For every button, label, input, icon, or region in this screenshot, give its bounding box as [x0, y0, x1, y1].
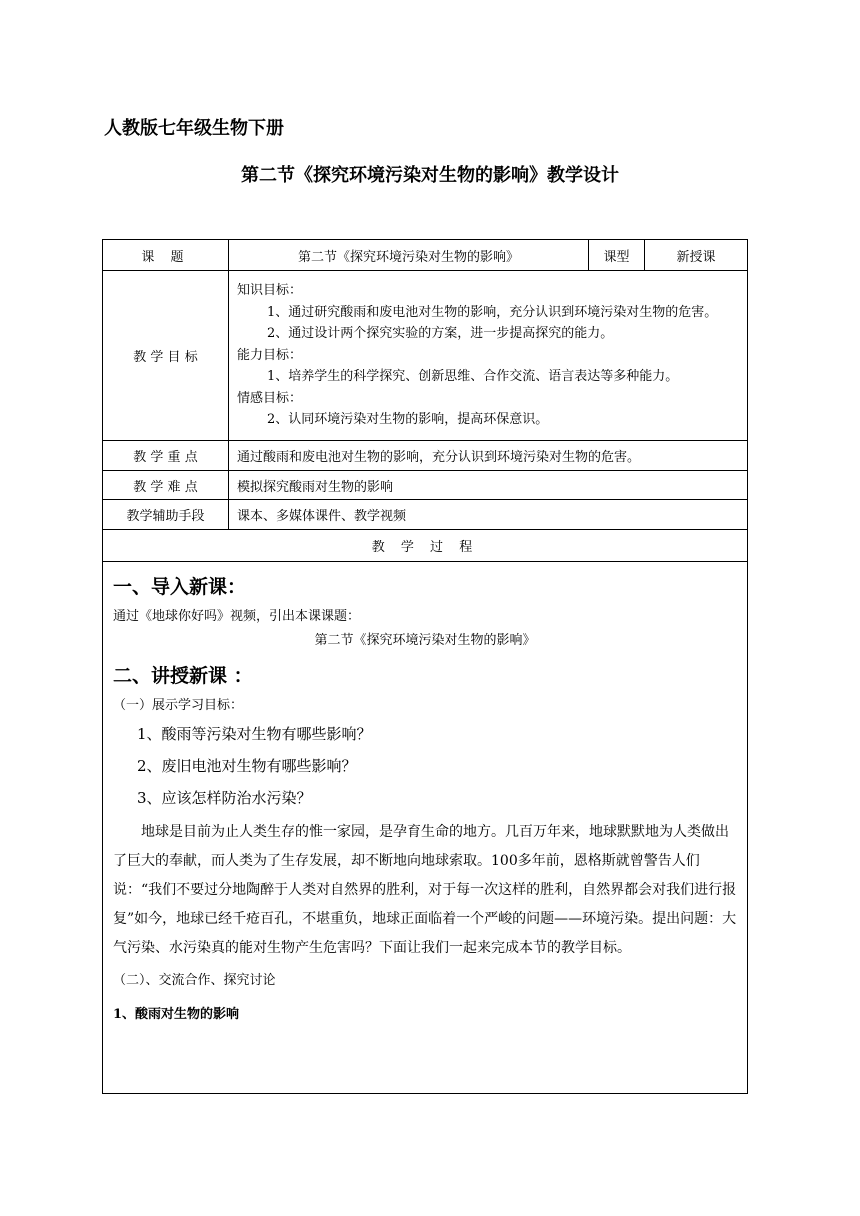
section2-heading: 二、讲授新课 ： [113, 665, 253, 687]
objectives-content [229, 271, 748, 441]
objective-line: 知识目标： [237, 283, 303, 299]
difficulty-row [103, 471, 748, 500]
question-list [113, 718, 737, 814]
process-label: 教 学 过 程 [103, 530, 748, 562]
section1-heading: 一、导入新课： [113, 576, 247, 598]
objective-line: 情感目标： [237, 390, 303, 406]
learning-question: 1、酸雨等污染对生物有哪些影响？ [137, 725, 372, 743]
acid-rain-subheading: 1、酸雨对生物的影响 [113, 1007, 240, 1022]
key-point-row [103, 441, 748, 471]
objectives-row [103, 271, 748, 441]
topic-label: 课 题 [103, 240, 229, 271]
type-value: 新授课 [645, 240, 748, 271]
objectives-intro: （一）展示学习目标： [113, 698, 244, 713]
topic-value: 第二节《探究环境污染对生物的影响》 [229, 240, 589, 271]
process-header-row [103, 530, 748, 562]
objectives-list [237, 280, 741, 431]
difficulty-label: 教 学 难 点 [103, 471, 229, 500]
key-point-value: 通过酸雨和废电池对生物的影响，充分认识到环境污染对生物的危害。 [229, 441, 748, 471]
key-point-label: 教 学 重 点 [103, 441, 229, 471]
process-row [103, 562, 748, 1094]
learning-question: 3、应该怎样防治水污染？ [137, 789, 312, 807]
topic-row [103, 240, 748, 271]
intro-paragraph: 地球是目前为止人类生存的惟一家园，是孕育生命的地方。几百万年来，地球默默地为人类做出了巨大的奉献，而人类为了生存发展，却不断地向地球索取。100多年前，恩格斯就曾警告人们说：“我们不要过分地陶醉于人类对自然界的胜利，对于每一次这样的胜利，自然界都会对我们进行报复”如今，地球已经千疮百孔，不堪重负，地球正面临着一个严峻的问题——环境污染。提出问题：大气污染、水污染真的能对生物产生危害吗？下面让我们一起来完成本节的教学目标。 [113, 824, 737, 956]
learning-question: 2、废旧电池对生物有哪些影响？ [137, 757, 357, 775]
objective-line: 1、培养学生的科学探究、创新思维、合作交流、语言表达等多种能力。 [267, 369, 679, 385]
discussion-label: （二）、交流合作、探究讨论 [113, 973, 276, 988]
lesson-plan-table [102, 239, 748, 1094]
objective-line: 1、通过研究酸雨和废电池对生物的影响，充分认识到环境污染对生物的危害。 [267, 304, 718, 320]
objective-line: 2、通过设计两个探究实验的方案，进一步提高探究的能力。 [267, 326, 614, 342]
aids-row [103, 500, 748, 530]
process-content [103, 562, 748, 1094]
objectives-label: 教 学 目 标 [103, 271, 229, 441]
section1-text: 通过《地球你好吗》视频，引出本课课题： [113, 609, 361, 624]
lesson-title: 第二节《探究环境污染对生物的影响》教学设计 [241, 165, 619, 186]
objective-line: 能力目标： [237, 347, 303, 363]
aids-label: 教学辅助手段 [103, 500, 229, 530]
type-label: 课型 [589, 240, 645, 271]
section1-topic: 第二节《探究环境污染对生物的影响》 [314, 633, 536, 648]
difficulty-value: 模拟探究酸雨对生物的影响 [229, 471, 748, 500]
aids-value: 课本、多媒体课件、教学视频 [229, 500, 748, 530]
book-title: 人教版七年级生物下册 [104, 118, 284, 139]
objective-line: 2、认同环境污染对生物的影响，提高环保意识。 [267, 412, 549, 428]
